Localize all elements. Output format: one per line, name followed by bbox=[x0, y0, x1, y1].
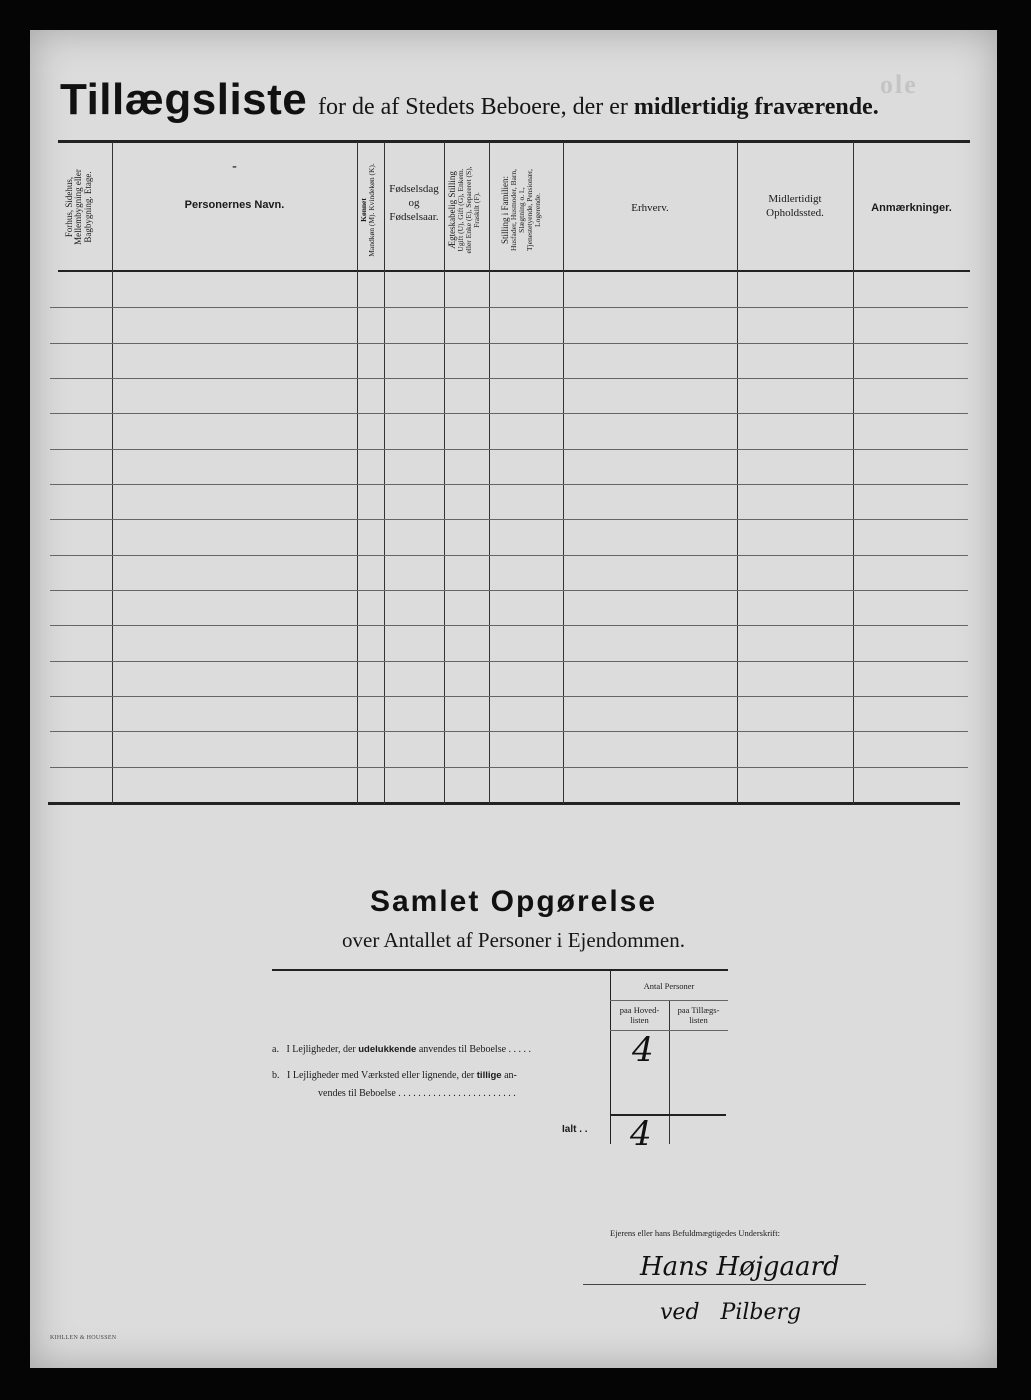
header-birth-line1: Fødselsdag bbox=[389, 183, 439, 195]
signature-name: Hans Højgaard bbox=[640, 1252, 840, 1282]
form-subtitle-bold: midlertidig fraværende. bbox=[633, 94, 879, 120]
row-b-letter: b. bbox=[272, 1070, 280, 1081]
summary-title: Samlet Opgørelse bbox=[369, 885, 658, 918]
header-building-line2: Mellembygning eller bbox=[73, 169, 84, 245]
antal-personer-header: Antal Personer bbox=[643, 981, 695, 991]
table-row-rule bbox=[50, 555, 968, 556]
row-b-text: I Lejligheder med Værksted eller lignende, der bbox=[287, 1070, 475, 1081]
signature-proxy: ved Pilberg bbox=[660, 1300, 802, 1325]
row-b-bold: tillige bbox=[476, 1070, 502, 1081]
census-form-page bbox=[30, 30, 997, 1368]
row-a-label bbox=[272, 1044, 531, 1055]
col-main-list-line2: listen bbox=[630, 1014, 649, 1025]
summary-col-divider-1 bbox=[610, 971, 611, 1144]
table-row-rule bbox=[50, 519, 968, 520]
form-subtitle-plain: for de af Stedets Beboere, der er bbox=[318, 94, 628, 120]
table-row-rule bbox=[50, 696, 968, 697]
table-row-rule bbox=[50, 484, 968, 485]
header-marital-line2: Ugift (U), Gift (G), Enkem. bbox=[456, 168, 466, 252]
header-marital-line3: eller Enke (E), Separeret (S), bbox=[464, 166, 474, 254]
faint-stamp: ole bbox=[880, 70, 918, 99]
table-row-rule bbox=[50, 590, 968, 591]
summary-subhead-rule bbox=[610, 1030, 728, 1031]
row-b-text-end: an- bbox=[504, 1070, 517, 1081]
header-family-line3: Slægtning o. l., bbox=[517, 187, 527, 233]
header-names-mark: - bbox=[232, 159, 237, 174]
header-family-position bbox=[501, 150, 551, 270]
table-top-rule bbox=[58, 140, 970, 143]
ialt-label: Ialt . . bbox=[562, 1124, 588, 1135]
signature-line bbox=[583, 1284, 866, 1285]
table-row-rule bbox=[50, 343, 968, 344]
col-divider-4 bbox=[444, 142, 445, 804]
header-family-line5: Logerende. bbox=[533, 193, 543, 227]
header-building-line1: Forhus, Sidehus, bbox=[64, 176, 74, 238]
col-supp-list-line2: listen bbox=[689, 1014, 708, 1025]
header-remarks: Anmærkninger. bbox=[871, 202, 952, 214]
col-divider-6 bbox=[563, 142, 564, 804]
header-building-line3: Bagbygning. Etage. bbox=[82, 171, 93, 243]
col-divider-7 bbox=[737, 142, 738, 804]
col-divider-1 bbox=[112, 142, 113, 804]
col-divider-3 bbox=[384, 142, 385, 804]
col-divider-2 bbox=[357, 142, 358, 804]
header-residence-line1: Midlertidigt bbox=[768, 193, 822, 205]
table-row-rule bbox=[50, 449, 968, 450]
summary-subtitle: over Antallet af Personer i Ejendommen. bbox=[342, 928, 685, 952]
row-a-text: I Lejligheder, der bbox=[286, 1044, 356, 1055]
table-bottom-rule bbox=[48, 802, 960, 805]
form-subtitle bbox=[318, 94, 879, 121]
header-sex-line1: Kønnet bbox=[359, 198, 368, 222]
header-sex bbox=[360, 151, 382, 269]
header-marital-line1: Ægteskabelig Stilling bbox=[447, 171, 457, 249]
header-family-line4: Tjenestetyende, Pensionær, bbox=[525, 169, 535, 251]
col-divider-5 bbox=[489, 142, 490, 804]
header-residence-line2: Opholdssted. bbox=[766, 206, 824, 219]
ialt-value: 4 bbox=[630, 1114, 652, 1154]
header-marital-status bbox=[448, 150, 488, 270]
header-building-floor bbox=[65, 147, 99, 267]
col-main-list-line1: paa Hoved- bbox=[619, 1005, 660, 1015]
row-a-value: 4 bbox=[632, 1030, 654, 1070]
col-supp-list-line1: paa Tillægs- bbox=[677, 1005, 720, 1015]
row-a-letter: a. bbox=[272, 1044, 279, 1055]
table-row-rule bbox=[50, 661, 968, 662]
table-header-rule bbox=[58, 270, 970, 272]
table-row-rule bbox=[50, 625, 968, 626]
table-row-rule bbox=[50, 413, 968, 414]
row-a-bold: udelukkende bbox=[358, 1044, 417, 1055]
header-birth-line2: og bbox=[408, 196, 420, 209]
header-birth-line3: Fødselsaar. bbox=[389, 210, 439, 223]
summary-antal-rule bbox=[610, 1000, 728, 1001]
row-b-label bbox=[272, 1070, 517, 1081]
header-occupation: Erhverv. bbox=[631, 202, 669, 214]
row-b-label-line2: vendes til Beboelse . . . . . . . . . . . . . . . . . . . . . . . . bbox=[318, 1088, 516, 1099]
header-family-line2: Husfader, Husmoder, Barn, bbox=[509, 168, 519, 252]
header-marital-line4: Fraskilt (F). bbox=[472, 192, 482, 228]
form-title: Tillægsliste bbox=[60, 75, 308, 124]
header-person-names: Personernes Navn. bbox=[184, 199, 285, 211]
table-row-rule bbox=[50, 307, 968, 308]
col-main-list bbox=[610, 1006, 669, 1026]
header-birth bbox=[384, 183, 444, 224]
col-supp-list bbox=[669, 1006, 728, 1026]
summary-total-rule bbox=[610, 1114, 726, 1116]
table-row-rule bbox=[50, 767, 968, 768]
table-row-rule bbox=[50, 731, 968, 732]
row-a-text-end: anvendes til Beboelse . . . . . bbox=[418, 1044, 532, 1055]
header-family-line1: Stilling i Familien: bbox=[500, 176, 510, 245]
printer-imprint: KIHLLEN & HOUSSEN bbox=[50, 1335, 117, 1341]
header-temporary-residence bbox=[737, 193, 853, 221]
table-row-rule bbox=[50, 378, 968, 379]
col-divider-8 bbox=[853, 142, 854, 804]
header-sex-line2: Mandkøn (M). Kvindekøn (K). bbox=[366, 163, 376, 257]
summary-top-rule bbox=[272, 969, 728, 971]
signature-label: Ejerens eller hans Befuldmægtigedes Underskrift: bbox=[610, 1228, 780, 1238]
